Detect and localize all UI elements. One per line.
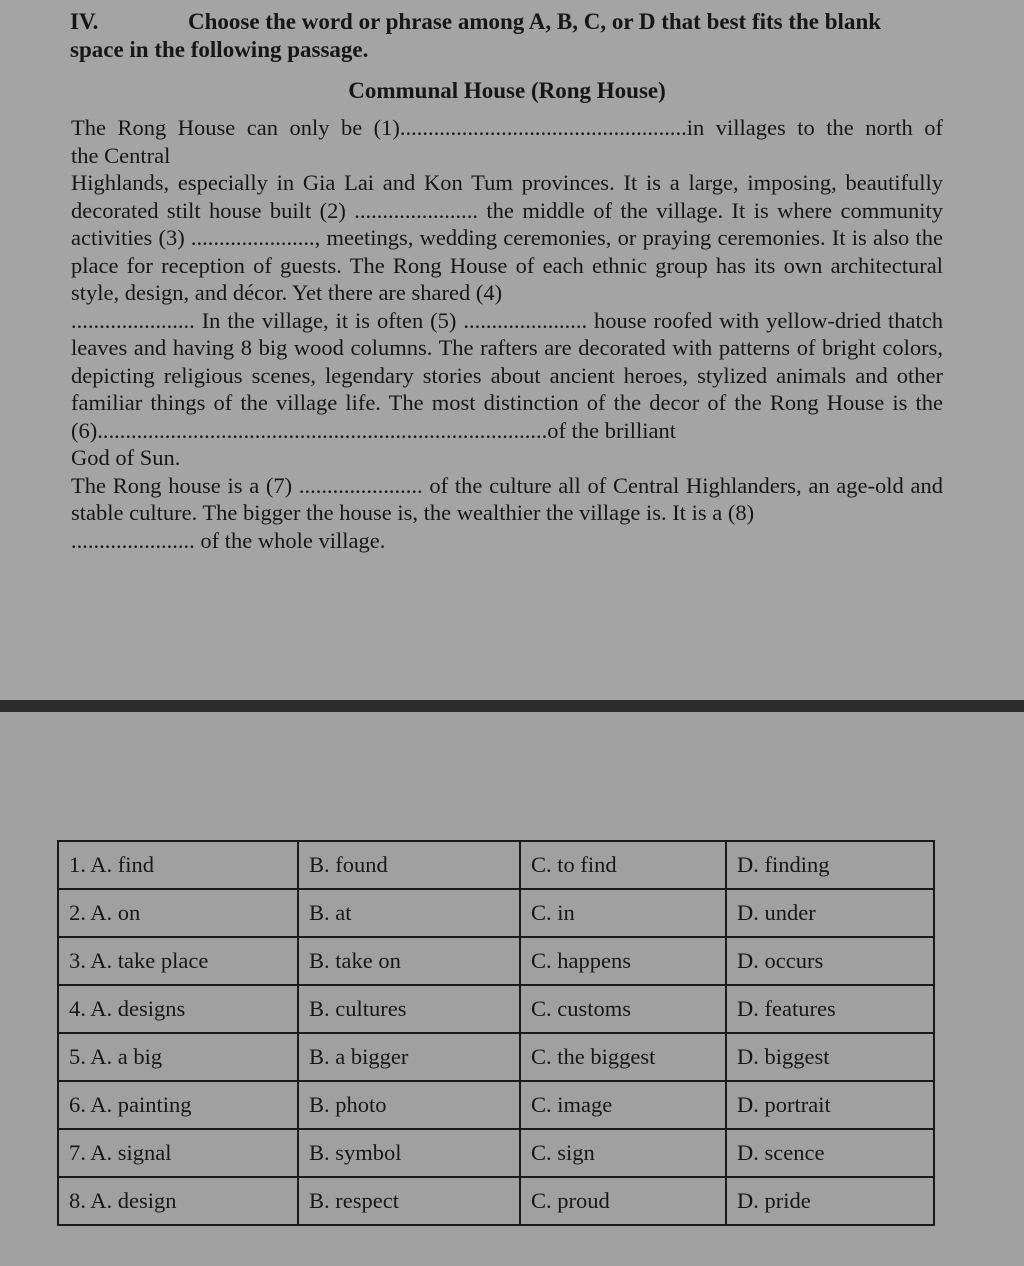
passage-body	[71, 114, 943, 554]
option-cell: B. cultures	[298, 985, 520, 1033]
option-cell: B. photo	[298, 1081, 520, 1129]
option-cell: C. to find	[520, 841, 726, 889]
option-cell: C. sign	[520, 1129, 726, 1177]
table-row	[58, 889, 934, 937]
passage-paragraph-5: The Rong house is a (7) ...................... of the culture all of Central Highlanders, an age-old and stable culture. The bigger the house is, the wealthier the village is. It is a (8)	[71, 472, 943, 525]
table-row	[58, 841, 934, 889]
option-cell: 6. A. painting	[58, 1081, 298, 1129]
option-cell: D. scence	[726, 1129, 934, 1177]
instruction-line-2: space in the following passage.	[70, 37, 369, 62]
option-cell: B. at	[298, 889, 520, 937]
option-cell: D. biggest	[726, 1033, 934, 1081]
option-cell: C. happens	[520, 937, 726, 985]
answer-options-table	[57, 840, 935, 1226]
option-cell: D. finding	[726, 841, 934, 889]
option-cell: B. symbol	[298, 1129, 520, 1177]
option-cell: D. pride	[726, 1177, 934, 1225]
option-cell: 2. A. on	[58, 889, 298, 937]
table-row	[58, 1081, 934, 1129]
exercise-heading	[70, 8, 950, 64]
option-cell: 4. A. designs	[58, 985, 298, 1033]
passage-paragraph-2: Highlands, especially in Gia Lai and Kon Tum provinces. It is a large, imposing, beautifully decorated stilt house built (2) ...................... the middle of the village. It is where community activities (3) ......................, meetings, wedding ceremonies, or praying ceremonies. It is also the place for reception of guests. The Rong House of each ethnic group has its own architectural style, design, and décor. Yet there are shared (4)	[71, 170, 943, 305]
option-cell: B. respect	[298, 1177, 520, 1225]
option-cell: B. a bigger	[298, 1033, 520, 1081]
table-row	[58, 937, 934, 985]
option-cell: D. portrait	[726, 1081, 934, 1129]
passage-line-1: The Rong House can only be (1)...................................................in villages to the north of	[71, 115, 943, 140]
table-row	[58, 1033, 934, 1081]
option-cell: C. the biggest	[520, 1033, 726, 1081]
option-cell: 1. A. find	[58, 841, 298, 889]
table-row	[58, 985, 934, 1033]
exercise-number: IV.	[70, 9, 99, 34]
option-cell: C. in	[520, 889, 726, 937]
option-cell: 3. A. take place	[58, 937, 298, 985]
option-cell: 8. A. design	[58, 1177, 298, 1225]
passage-paragraph-3: ...................... In the village, it is often (5) ...................... house roofed with yellow-dried thatch leaves and having 8 big wood columns. The rafters are decorated with patterns of bright colors, depicting religious scenes, legendary stories about ancient heroes, stylized animals and other familiar things of the village life. The most distinction of the decor of the Rong House is the (6)................................................................................of the brilliant	[71, 307, 943, 443]
option-cell: B. found	[298, 841, 520, 889]
option-cell: 5. A. a big	[58, 1033, 298, 1081]
section-divider	[0, 700, 1024, 712]
option-cell: C. image	[520, 1081, 726, 1129]
passage-paragraph-4: God of Sun.	[71, 445, 181, 470]
option-cell: D. under	[726, 889, 934, 937]
instruction-line-1: Choose the word or phrase among A, B, C, or D that best fits the blank	[188, 9, 882, 34]
option-cell: 7. A. signal	[58, 1129, 298, 1177]
option-cell: B. take on	[298, 937, 520, 985]
option-cell: D. occurs	[726, 937, 934, 985]
passage-paragraph-6: ...................... of the whole village.	[71, 527, 386, 553]
option-cell: D. features	[726, 985, 934, 1033]
option-cell: C. customs	[520, 985, 726, 1033]
passage-line-2: the Central	[71, 142, 171, 168]
table-row	[58, 1129, 934, 1177]
option-cell: C. proud	[520, 1177, 726, 1225]
passage-title: Communal House (Rong House)	[348, 78, 666, 103]
table-row	[58, 1177, 934, 1225]
